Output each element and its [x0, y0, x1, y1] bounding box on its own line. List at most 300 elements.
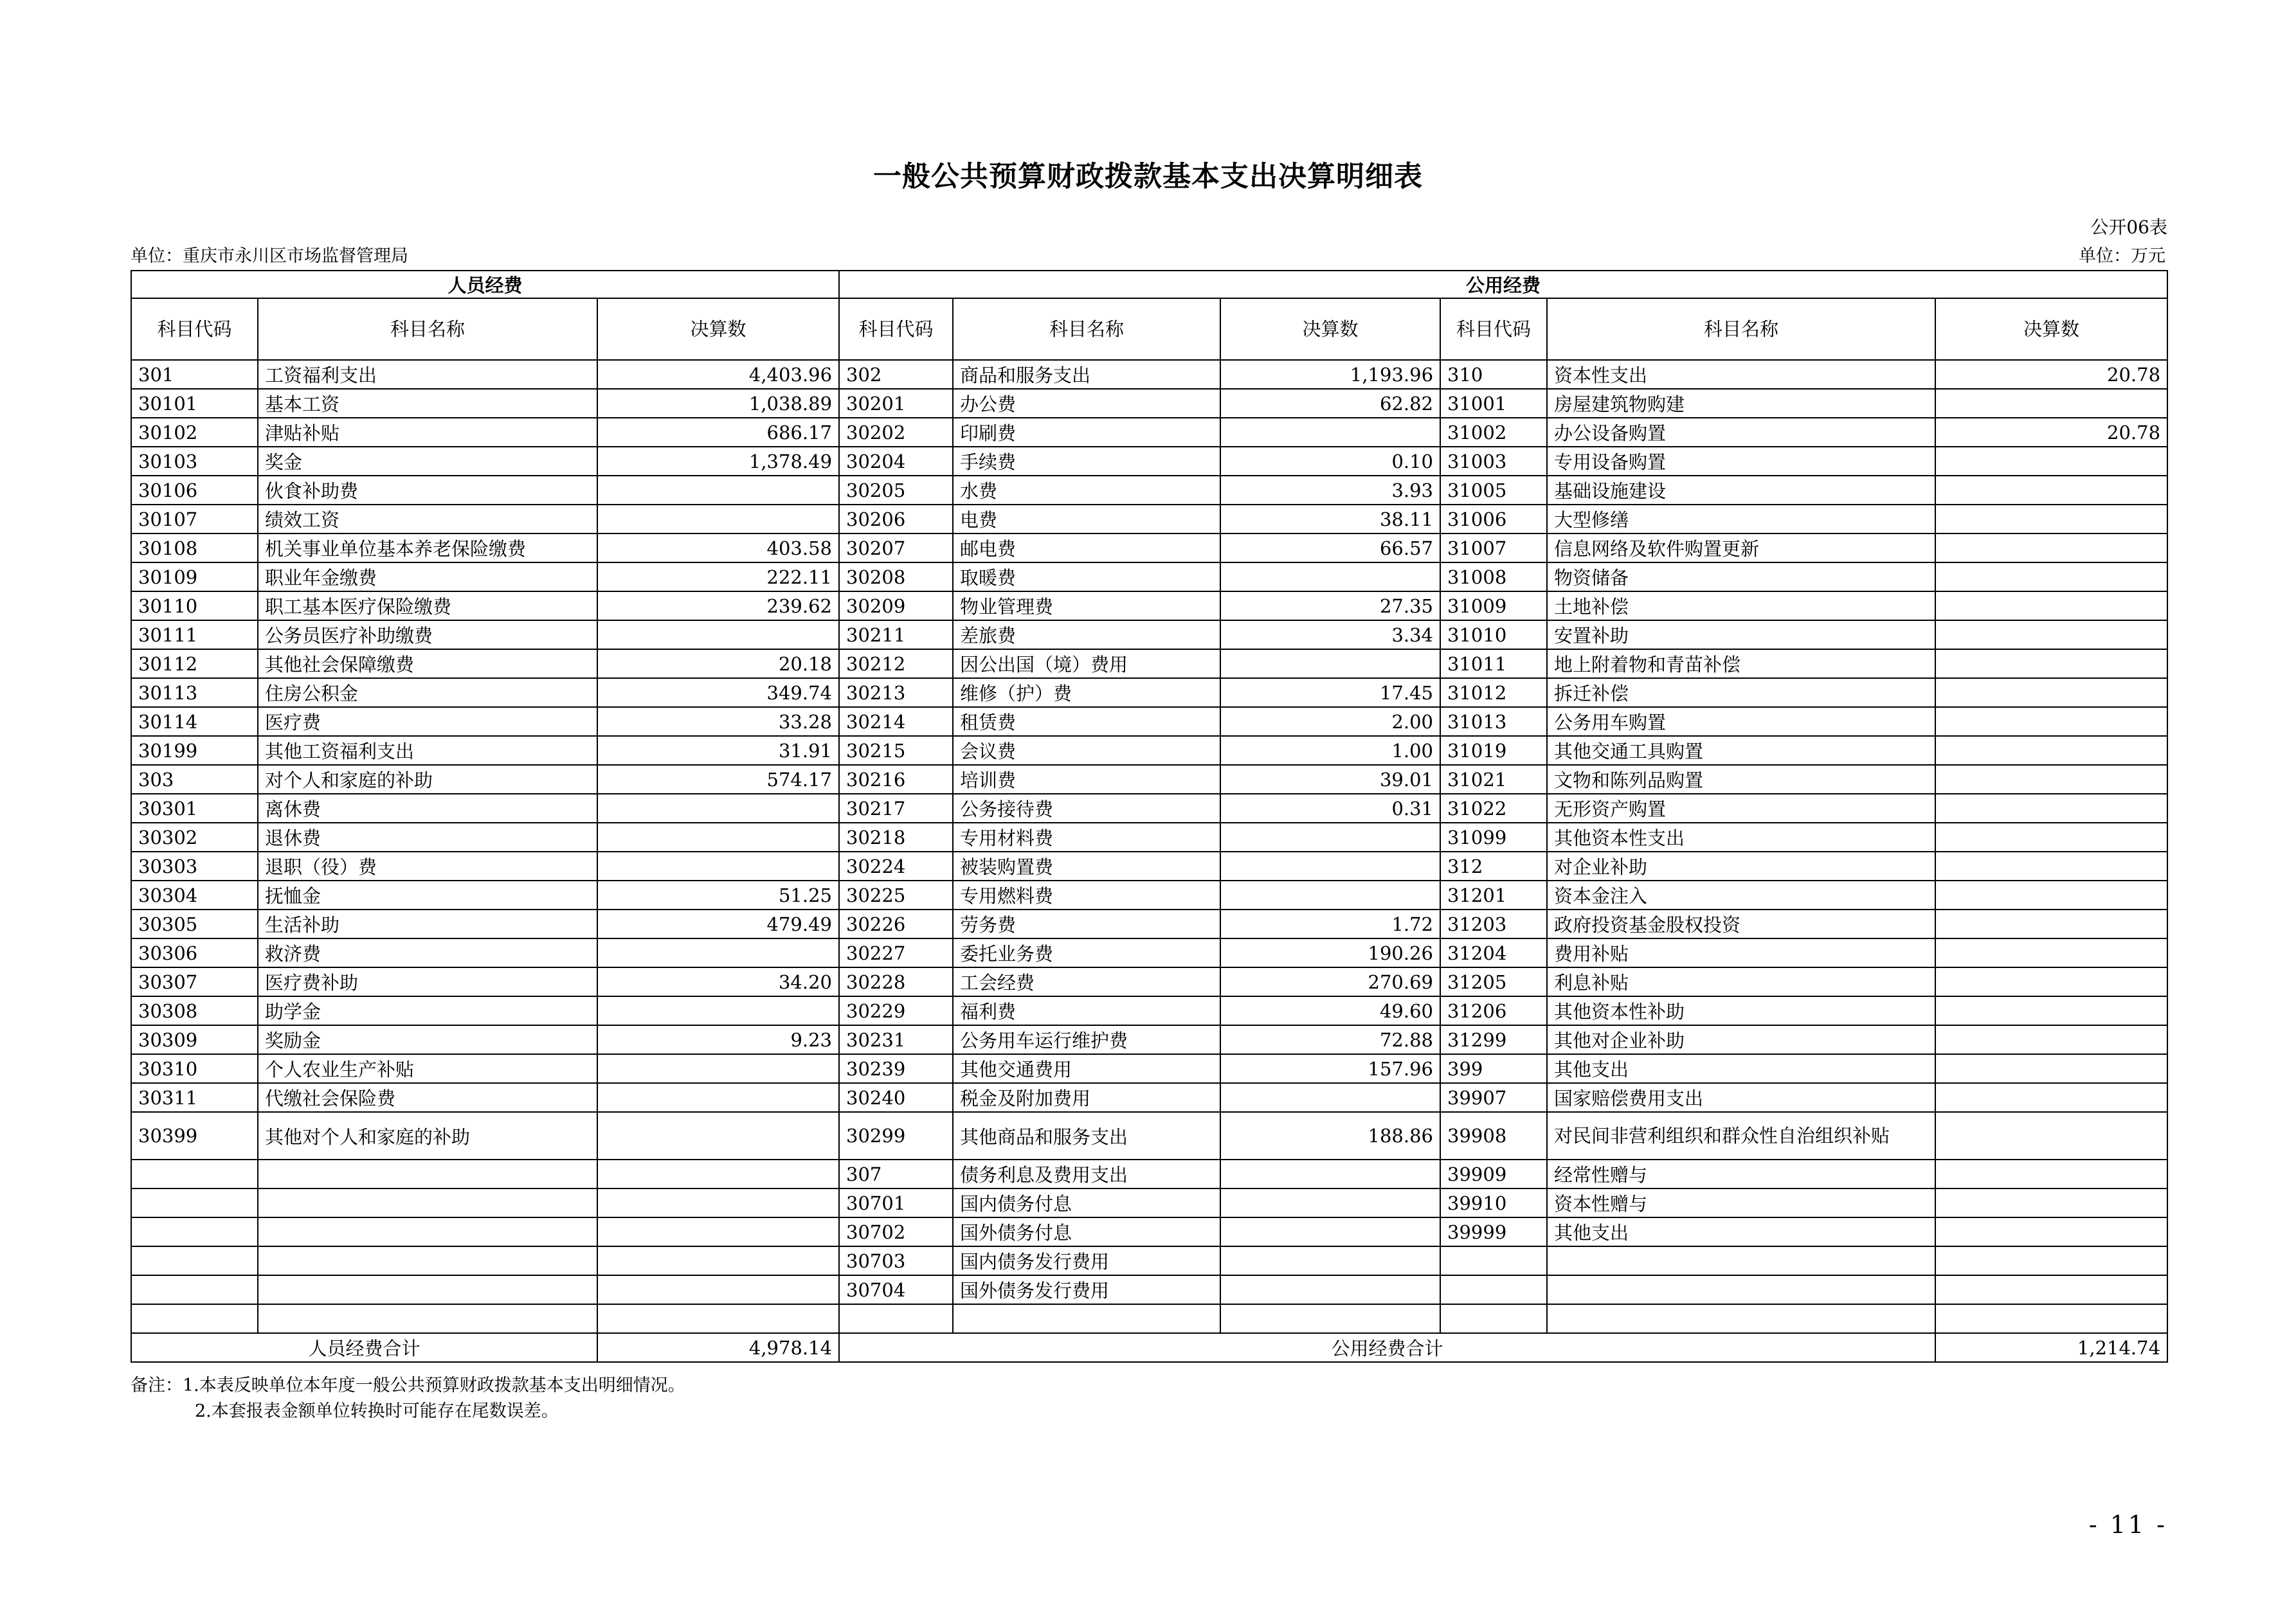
- code-cell: 30113: [131, 678, 258, 707]
- table-row: [131, 1246, 2167, 1275]
- name-cell: 福利费: [953, 996, 1220, 1025]
- code-cell: 39910: [1440, 1188, 1547, 1217]
- amount-cell: [1220, 881, 1440, 910]
- name-cell: [1547, 1246, 1935, 1275]
- name-cell: 国家赔偿费用支出: [1547, 1083, 1935, 1112]
- table-row: [131, 938, 2167, 967]
- form-code: 公开06表: [2090, 217, 2167, 238]
- code-cell: 30702: [839, 1217, 953, 1246]
- name-cell: 资本性赠与: [1547, 1188, 1935, 1217]
- name-cell: 安置补助: [1547, 620, 1935, 649]
- amount-cell: [1935, 736, 2167, 765]
- amount-cell: [1935, 476, 2167, 505]
- amount-cell: [597, 1304, 839, 1333]
- name-cell: [258, 1275, 597, 1304]
- name-cell: 利息补贴: [1547, 967, 1935, 996]
- footnote-1: 备注：1.本表反映单位本年度一般公共预算财政拨款基本支出明细情况。: [131, 1376, 685, 1395]
- amount-cell: 66.57: [1220, 534, 1440, 562]
- amount-cell: [1935, 1160, 2167, 1188]
- name-cell: 会议费: [953, 736, 1220, 765]
- code-cell: 30228: [839, 967, 953, 996]
- name-cell: 国外债务发行费用: [953, 1275, 1220, 1304]
- amount-cell: [597, 938, 839, 967]
- amount-cell: 4,403.96: [597, 360, 839, 389]
- name-cell: 专用燃料费: [953, 881, 1220, 910]
- code-cell: 30207: [839, 534, 953, 562]
- amount-cell: 51.25: [597, 881, 839, 910]
- organization-name: 单位：重庆市永川区市场监督管理局: [131, 246, 408, 266]
- name-cell: 职工基本医疗保险缴费: [258, 591, 597, 620]
- name-cell: 对企业补助: [1547, 852, 1935, 881]
- amount-cell: 20.78: [1935, 360, 2167, 389]
- amount-cell: [1935, 881, 2167, 910]
- name-cell: 伙食补助费: [258, 476, 597, 505]
- amount-cell: [1220, 562, 1440, 591]
- code-cell: 30224: [839, 852, 953, 881]
- name-cell: 水费: [953, 476, 1220, 505]
- amount-cell: 20.18: [597, 649, 839, 678]
- name-cell: 手续费: [953, 447, 1220, 476]
- code-cell: 30114: [131, 707, 258, 736]
- code-cell: [131, 1275, 258, 1304]
- expenditure-detail-table: [131, 270, 2168, 1363]
- amount-cell: [1220, 1188, 1440, 1217]
- col-header-name-2: 科目名称: [953, 298, 1220, 360]
- name-cell: 工会经费: [953, 967, 1220, 996]
- name-cell: 个人农业生产补贴: [258, 1054, 597, 1083]
- code-cell: 307: [839, 1160, 953, 1188]
- table-row: [131, 649, 2167, 678]
- code-cell: 30215: [839, 736, 953, 765]
- name-cell: [1547, 1275, 1935, 1304]
- code-cell: 30202: [839, 418, 953, 447]
- code-cell: 31011: [1440, 649, 1547, 678]
- table-row: [131, 562, 2167, 591]
- code-cell: 30301: [131, 794, 258, 823]
- col-header-code-1: 科目代码: [131, 298, 258, 360]
- table-row: [131, 1083, 2167, 1112]
- table-body: [131, 360, 2167, 1333]
- code-cell: 30102: [131, 418, 258, 447]
- name-cell: [953, 1304, 1220, 1333]
- code-cell: 30311: [131, 1083, 258, 1112]
- amount-cell: [1935, 765, 2167, 794]
- code-cell: 31012: [1440, 678, 1547, 707]
- amount-cell: [1935, 620, 2167, 649]
- amount-cell: 188.86: [1220, 1112, 1440, 1160]
- amount-cell: 27.35: [1220, 591, 1440, 620]
- code-cell: 30304: [131, 881, 258, 910]
- table-row: [131, 360, 2167, 389]
- table-row: [131, 1304, 2167, 1333]
- code-cell: 30101: [131, 389, 258, 418]
- name-cell: 因公出国（境）费用: [953, 649, 1220, 678]
- amount-cell: 403.58: [597, 534, 839, 562]
- amount-cell: [597, 1160, 839, 1188]
- amount-cell: [1935, 910, 2167, 938]
- table-row: [131, 765, 2167, 794]
- code-cell: 31003: [1440, 447, 1547, 476]
- amount-cell: [1220, 1246, 1440, 1275]
- code-cell: 30103: [131, 447, 258, 476]
- code-cell: 303: [131, 765, 258, 794]
- amount-cell: 2.00: [1220, 707, 1440, 736]
- amount-cell: [1935, 1025, 2167, 1054]
- name-cell: 对个人和家庭的补助: [258, 765, 597, 794]
- name-cell: 其他对个人和家庭的补助: [258, 1112, 597, 1160]
- amount-cell: [1935, 1246, 2167, 1275]
- name-cell: 租赁费: [953, 707, 1220, 736]
- name-cell: 土地补偿: [1547, 591, 1935, 620]
- name-cell: 专用材料费: [953, 823, 1220, 852]
- page-number: - 11 -: [2088, 1511, 2167, 1539]
- amount-cell: 479.49: [597, 910, 839, 938]
- name-cell: 基础设施建设: [1547, 476, 1935, 505]
- table-row: [131, 418, 2167, 447]
- amount-cell: [1935, 1054, 2167, 1083]
- code-cell: 30211: [839, 620, 953, 649]
- amount-cell: [1220, 1275, 1440, 1304]
- name-cell: 差旅费: [953, 620, 1220, 649]
- amount-cell: [1935, 852, 2167, 881]
- page-title: 一般公共预算财政拨款基本支出决算明细表: [873, 160, 1423, 193]
- code-cell: 31201: [1440, 881, 1547, 910]
- code-cell: 30703: [839, 1246, 953, 1275]
- table-row: [131, 1275, 2167, 1304]
- code-cell: 30205: [839, 476, 953, 505]
- code-cell: 301: [131, 360, 258, 389]
- name-cell: 房屋建筑物购建: [1547, 389, 1935, 418]
- amount-cell: 33.28: [597, 707, 839, 736]
- code-cell: [131, 1188, 258, 1217]
- code-cell: 31022: [1440, 794, 1547, 823]
- amount-cell: [1935, 1275, 2167, 1304]
- code-cell: 30109: [131, 562, 258, 591]
- table-row: [131, 620, 2167, 649]
- name-cell: 其他支出: [1547, 1054, 1935, 1083]
- table-row: [131, 707, 2167, 736]
- col-header-amount-1: 决算数: [597, 298, 839, 360]
- name-cell: 经常性赠与: [1547, 1160, 1935, 1188]
- name-cell: 公务接待费: [953, 794, 1220, 823]
- code-cell: [1440, 1246, 1547, 1275]
- table-row: [131, 1160, 2167, 1188]
- amount-cell: 1.72: [1220, 910, 1440, 938]
- code-cell: [131, 1160, 258, 1188]
- name-cell: 物资储备: [1547, 562, 1935, 591]
- amount-cell: 3.93: [1220, 476, 1440, 505]
- code-cell: 30309: [131, 1025, 258, 1054]
- code-cell: 30209: [839, 591, 953, 620]
- name-cell: 其他交通费用: [953, 1054, 1220, 1083]
- name-cell: 政府投资基金股权投资: [1547, 910, 1935, 938]
- amount-cell: [1220, 649, 1440, 678]
- code-cell: 31008: [1440, 562, 1547, 591]
- code-cell: 30201: [839, 389, 953, 418]
- amount-cell: [597, 1083, 839, 1112]
- amount-cell: 270.69: [1220, 967, 1440, 996]
- amount-cell: [597, 996, 839, 1025]
- code-cell: [1440, 1304, 1547, 1333]
- amount-cell: [1220, 823, 1440, 852]
- code-cell: 30308: [131, 996, 258, 1025]
- amount-cell: [1935, 1112, 2167, 1160]
- amount-cell: [1935, 389, 2167, 418]
- group-public-header: 公用经费: [839, 271, 2167, 298]
- amount-cell: [597, 1275, 839, 1304]
- code-cell: 312: [1440, 852, 1547, 881]
- amount-cell: [1935, 1188, 2167, 1217]
- col-header-name-3: 科目名称: [1547, 298, 1935, 360]
- name-cell: 基本工资: [258, 389, 597, 418]
- code-cell: [1440, 1275, 1547, 1304]
- amount-cell: 9.23: [597, 1025, 839, 1054]
- amount-cell: 0.31: [1220, 794, 1440, 823]
- amount-cell: 686.17: [597, 418, 839, 447]
- code-cell: 30204: [839, 447, 953, 476]
- amount-cell: [597, 1217, 839, 1246]
- personnel-total-value: 4,978.14: [597, 1333, 839, 1362]
- name-cell: [258, 1160, 597, 1188]
- name-cell: 其他对企业补助: [1547, 1025, 1935, 1054]
- code-cell: 310: [1440, 360, 1547, 389]
- code-cell: 30216: [839, 765, 953, 794]
- code-cell: 39908: [1440, 1112, 1547, 1160]
- table-row: [131, 910, 2167, 938]
- code-cell: 30240: [839, 1083, 953, 1112]
- name-cell: 资本性支出: [1547, 360, 1935, 389]
- name-cell: 拆迁补偿: [1547, 678, 1935, 707]
- table-row: [131, 996, 2167, 1025]
- name-cell: [1547, 1304, 1935, 1333]
- code-cell: 31205: [1440, 967, 1547, 996]
- group-header-row: [131, 271, 2167, 298]
- name-cell: 大型修缮: [1547, 505, 1935, 534]
- code-cell: 30305: [131, 910, 258, 938]
- table-row: [131, 389, 2167, 418]
- amount-cell: [597, 794, 839, 823]
- table-row: [131, 823, 2167, 852]
- amount-cell: [1935, 447, 2167, 476]
- amount-cell: [1220, 1160, 1440, 1188]
- code-cell: 30213: [839, 678, 953, 707]
- name-cell: 代缴社会保险费: [258, 1083, 597, 1112]
- table-row: [131, 967, 2167, 996]
- amount-cell: [1935, 678, 2167, 707]
- column-header-row: [131, 298, 2167, 360]
- col-header-amount-2: 决算数: [1220, 298, 1440, 360]
- amount-cell: [1935, 707, 2167, 736]
- name-cell: 机关事业单位基本养老保险缴费: [258, 534, 597, 562]
- amount-cell: [1935, 823, 2167, 852]
- name-cell: 国外债务付息: [953, 1217, 1220, 1246]
- name-cell: 生活补助: [258, 910, 597, 938]
- code-cell: [131, 1304, 258, 1333]
- col-header-code-3: 科目代码: [1440, 298, 1547, 360]
- name-cell: 住房公积金: [258, 678, 597, 707]
- code-cell: 30108: [131, 534, 258, 562]
- code-cell: 30229: [839, 996, 953, 1025]
- code-cell: 31203: [1440, 910, 1547, 938]
- code-cell: 31204: [1440, 938, 1547, 967]
- amount-cell: 0.10: [1220, 447, 1440, 476]
- code-cell: 30111: [131, 620, 258, 649]
- amount-cell: [1935, 562, 2167, 591]
- table-row: [131, 881, 2167, 910]
- amount-cell: 222.11: [597, 562, 839, 591]
- amount-cell: [1220, 1217, 1440, 1246]
- code-cell: 31099: [1440, 823, 1547, 852]
- name-cell: 津贴补贴: [258, 418, 597, 447]
- table-row: [131, 736, 2167, 765]
- code-cell: 39909: [1440, 1160, 1547, 1188]
- name-cell: 医疗费: [258, 707, 597, 736]
- col-header-code-2: 科目代码: [839, 298, 953, 360]
- code-cell: 30225: [839, 881, 953, 910]
- name-cell: 办公设备购置: [1547, 418, 1935, 447]
- footnotes: [131, 1373, 685, 1424]
- amount-cell: [1935, 996, 2167, 1025]
- amount-cell: [597, 505, 839, 534]
- table-row: [131, 505, 2167, 534]
- name-cell: [258, 1188, 597, 1217]
- code-cell: 30107: [131, 505, 258, 534]
- code-cell: 30704: [839, 1275, 953, 1304]
- code-cell: 30231: [839, 1025, 953, 1054]
- name-cell: 助学金: [258, 996, 597, 1025]
- footnote-2: 2.本套报表金额单位转换时可能存在尾数误差。: [195, 1401, 559, 1421]
- code-cell: 30306: [131, 938, 258, 967]
- amount-cell: [1220, 1083, 1440, 1112]
- code-cell: 31021: [1440, 765, 1547, 794]
- amount-cell: [1220, 1304, 1440, 1333]
- code-cell: 30299: [839, 1112, 953, 1160]
- amount-cell: 239.62: [597, 591, 839, 620]
- code-cell: 30110: [131, 591, 258, 620]
- name-cell: 维修（护）费: [953, 678, 1220, 707]
- table-row: [131, 1217, 2167, 1246]
- amount-cell: [597, 620, 839, 649]
- amount-cell: 1,193.96: [1220, 360, 1440, 389]
- amount-cell: [597, 1188, 839, 1217]
- name-cell: 电费: [953, 505, 1220, 534]
- code-cell: 31007: [1440, 534, 1547, 562]
- name-cell: 职业年金缴费: [258, 562, 597, 591]
- amount-cell: 157.96: [1220, 1054, 1440, 1083]
- code-cell: 30239: [839, 1054, 953, 1083]
- amount-cell: [597, 476, 839, 505]
- amount-cell: 38.11: [1220, 505, 1440, 534]
- code-cell: 31005: [1440, 476, 1547, 505]
- code-cell: 31299: [1440, 1025, 1547, 1054]
- code-cell: 30310: [131, 1054, 258, 1083]
- code-cell: 31019: [1440, 736, 1547, 765]
- code-cell: 30199: [131, 736, 258, 765]
- amount-cell: [597, 1054, 839, 1083]
- name-cell: 被装购置费: [953, 852, 1220, 881]
- name-cell: 医疗费补助: [258, 967, 597, 996]
- amount-cell: 31.91: [597, 736, 839, 765]
- code-cell: 302: [839, 360, 953, 389]
- table-row: [131, 1054, 2167, 1083]
- amount-cell: 62.82: [1220, 389, 1440, 418]
- code-cell: [839, 1304, 953, 1333]
- amount-cell: [1935, 534, 2167, 562]
- amount-cell: [1935, 505, 2167, 534]
- code-cell: 30206: [839, 505, 953, 534]
- amount-cell: 39.01: [1220, 765, 1440, 794]
- amount-cell: 349.74: [597, 678, 839, 707]
- name-cell: 物业管理费: [953, 591, 1220, 620]
- col-header-name-1: 科目名称: [258, 298, 597, 360]
- name-cell: 邮电费: [953, 534, 1220, 562]
- name-cell: [258, 1246, 597, 1275]
- table-row: [131, 794, 2167, 823]
- name-cell: 离休费: [258, 794, 597, 823]
- amount-cell: [1935, 649, 2167, 678]
- table-row: [131, 678, 2167, 707]
- code-cell: 31013: [1440, 707, 1547, 736]
- name-cell: 对民间非营利组织和群众性自治组织补贴: [1547, 1112, 1935, 1160]
- name-cell: 债务利息及费用支出: [953, 1160, 1220, 1188]
- code-cell: 31006: [1440, 505, 1547, 534]
- name-cell: 文物和陈列品购置: [1547, 765, 1935, 794]
- name-cell: 资本金注入: [1547, 881, 1935, 910]
- name-cell: 专用设备购置: [1547, 447, 1935, 476]
- name-cell: 费用补贴: [1547, 938, 1935, 967]
- amount-cell: 3.34: [1220, 620, 1440, 649]
- amount-cell: 34.20: [597, 967, 839, 996]
- name-cell: 工资福利支出: [258, 360, 597, 389]
- table-row: [131, 852, 2167, 881]
- name-cell: 劳务费: [953, 910, 1220, 938]
- name-cell: 救济费: [258, 938, 597, 967]
- amount-cell: [597, 1246, 839, 1275]
- code-cell: 30303: [131, 852, 258, 881]
- name-cell: 商品和服务支出: [953, 360, 1220, 389]
- code-cell: 30106: [131, 476, 258, 505]
- code-cell: [131, 1217, 258, 1246]
- name-cell: 其他社会保障缴费: [258, 649, 597, 678]
- currency-unit: 单位：万元: [2079, 246, 2165, 266]
- public-total-value: 1,214.74: [1935, 1333, 2167, 1362]
- name-cell: 退职（役）费: [258, 852, 597, 881]
- name-cell: 委托业务费: [953, 938, 1220, 967]
- name-cell: 办公费: [953, 389, 1220, 418]
- col-header-amount-3: 决算数: [1935, 298, 2167, 360]
- name-cell: 其他交通工具购置: [1547, 736, 1935, 765]
- amount-cell: 20.78: [1935, 418, 2167, 447]
- table-row: [131, 534, 2167, 562]
- table-row: [131, 1112, 2167, 1160]
- name-cell: 公务员医疗补助缴费: [258, 620, 597, 649]
- amount-cell: [597, 1112, 839, 1160]
- name-cell: 地上附着物和青苗补偿: [1547, 649, 1935, 678]
- amount-cell: 17.45: [1220, 678, 1440, 707]
- name-cell: 其他资本性补助: [1547, 996, 1935, 1025]
- name-cell: 绩效工资: [258, 505, 597, 534]
- name-cell: 其他商品和服务支出: [953, 1112, 1220, 1160]
- code-cell: 30218: [839, 823, 953, 852]
- code-cell: 31010: [1440, 620, 1547, 649]
- code-cell: 31001: [1440, 389, 1547, 418]
- group-personnel-header: 人员经费: [131, 271, 839, 298]
- table-row: [131, 1188, 2167, 1217]
- code-cell: 31206: [1440, 996, 1547, 1025]
- code-cell: 30112: [131, 649, 258, 678]
- code-cell: 30701: [839, 1188, 953, 1217]
- name-cell: 其他工资福利支出: [258, 736, 597, 765]
